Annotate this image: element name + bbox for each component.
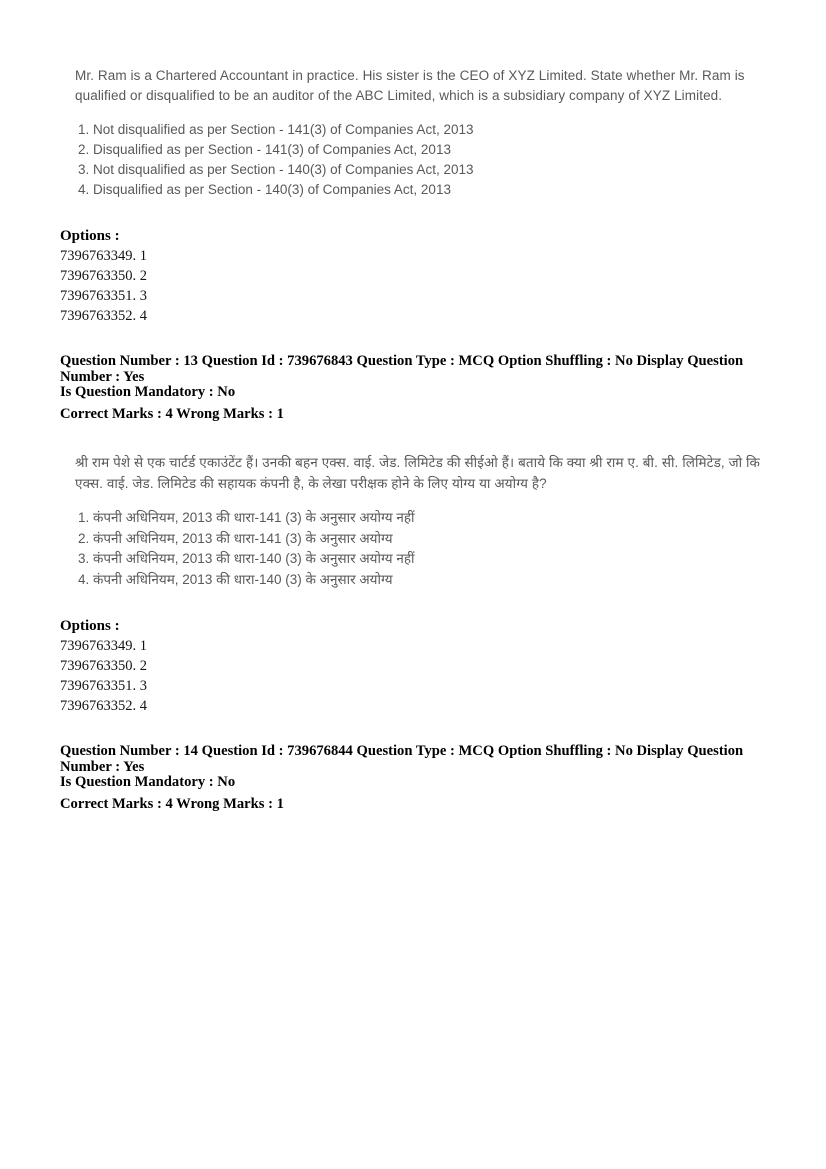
question-option: 2. Disqualified as per Section - 141(3) of Companies Act, 2013 (78, 142, 451, 157)
option-id: 7396763350. 2 (60, 268, 147, 284)
option-id: 7396763351. 3 (60, 288, 147, 304)
options-id-block (60, 226, 770, 326)
question-14-metadata (60, 744, 768, 812)
option-id: 7396763350. 2 (60, 658, 147, 674)
question-meta-line: Question Number : 13 Question Id : 739676843 Question Type : MCQ Option Shuffling : No Display Question Number : Yes (60, 353, 744, 385)
question-option: 1. कंपनी अधिनियम, 2013 की धारा-141 (3) के अनुसार अयोग्य नहीं (78, 510, 415, 525)
question-meta-mandatory: Is Question Mandatory : No (60, 774, 236, 790)
question-13-metadata (60, 354, 768, 422)
question-option: 2. कंपनी अधिनियम, 2013 की धारा-141 (3) के अनुसार अयोग्य (78, 530, 393, 546)
question-text-english: Mr. Ram is a Chartered Accountant in practice. His sister is the CEO of XYZ Limited. State whether Mr. Ram is qualified or disqualified to be an auditor of the ABC Limited, which is a subsidiary company of XYZ Limited. (75, 68, 745, 103)
question-meta-marks: Correct Marks : 4 Wrong Marks : 1 (60, 405, 284, 422)
question-meta-line: Question Number : 14 Question Id : 739676844 Question Type : MCQ Option Shuffling : No Display Question Number : Yes (60, 743, 744, 775)
question-option: 4. कंपनी अधिनियम, 2013 की धारा-140 (3) के अनुसार अयोग्य (78, 571, 393, 587)
option-id: 7396763352. 4 (60, 698, 147, 714)
question-options-hindi (78, 508, 769, 590)
options-id-block (60, 616, 770, 716)
question-option: 3. कंपनी अधिनियम, 2013 की धारा-140 (3) के अनुसार अयोग्य नहीं (78, 551, 415, 566)
question-meta-marks: Correct Marks : 4 Wrong Marks : 1 (60, 795, 284, 812)
question-meta-mandatory: Is Question Mandatory : No (60, 384, 236, 400)
options-label: Options : (60, 618, 120, 634)
question-text-hindi: श्री राम पेशे से एक चार्टर्ड एकाउंटेंट हैं। उनकी बहन एक्स. वाई. जेड. लिमिटेड की सीईओ हैं। बताये कि क्या श्री राम ए. बी. सी. लिमिटेड, जो कि एक्स. वाई. जेड. लिमिटेड की सहायक कंपनी है, के लेखा परीक्षक होने के लिए योग्य या अयोग्य है? (75, 455, 761, 491)
option-id: 7396763349. 1 (60, 638, 147, 654)
option-id: 7396763352. 4 (60, 308, 147, 324)
question-options-english (78, 120, 769, 200)
question-body-hindi (75, 452, 769, 590)
option-id: 7396763349. 1 (60, 248, 147, 264)
option-id: 7396763351. 3 (60, 678, 147, 694)
question-option: 4. Disqualified as per Section - 140(3) of Companies Act, 2013 (78, 182, 451, 197)
question-option: 3. Not disqualified as per Section - 140(3) of Companies Act, 2013 (78, 162, 474, 177)
options-label: Options : (60, 228, 120, 244)
question-body-english (75, 66, 769, 200)
spacer (60, 422, 770, 452)
question-option: 1. Not disqualified as per Section - 141(3) of Companies Act, 2013 (78, 122, 474, 137)
